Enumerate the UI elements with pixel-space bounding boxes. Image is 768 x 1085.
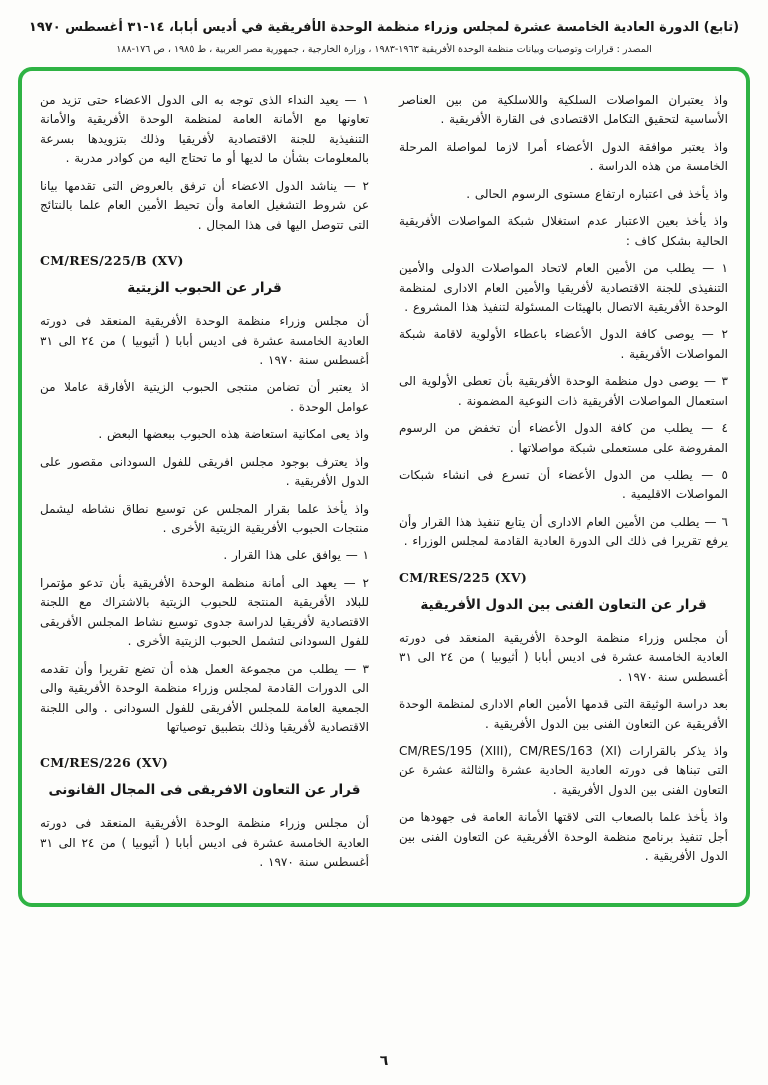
green-border-frame: [18, 67, 750, 907]
column-left: [40, 91, 369, 881]
numbered-clause: ٣ — يطلب من مجموعة العمل هذه أن تضع تقريرا وأن تقدمه الى الدورات القادمة لمجلس وزراء منظمة الوحدة الأفريقية والى الجمعية العامة للمجلس الأفريقى للفول السودانى . والى اللجنة الاقتصادية لأفريقيا وذلك بتطبيق توصياتها: [40, 661, 369, 734]
paragraph: واذ يعى امكانية استعاضة هذه الحبوب ببعضها البعض .: [98, 427, 369, 442]
paragraph: أن مجلس وزراء منظمة الوحدة الأفريقية المنعقد فى دورته العادية الخامسة عشرة فى اديس أبابا ( أثيوبيا ) من ٢٤ الى ٣١ أغسطس سنة ١٩٧٠ .: [40, 816, 369, 870]
header-source-line: المصدر : قرارات وتوصيات وبيانات منظمة الوحدة الأفريقية ١٩٦٣-١٩٨٣ ، وزارة الخارجية ، جمهورية مصر العربية ، ط ١٩٨٥ ، ص ١٧٦-١٨٨: [116, 44, 652, 55]
column-right: [399, 91, 728, 881]
resolution-title: قرار عن التعاون الافريقى فى المجال القانونى: [48, 782, 361, 799]
paragraph: واذ يأخذ بعين الاعتبار عدم استغلال شبكة المواصلات الأفريقية الحالية بشكل كاف :: [399, 214, 728, 248]
resolution-ref: CM/RES/226 (XV): [40, 755, 169, 771]
numbered-clause: ٢ — يعهد الى أمانة منظمة الوحدة الأفريقية بأن تدعو مؤتمرا للبلاد الأفريقية المنتجة للحبوب الزيتية بالاشتراك مع اللجنة الاقتصادية لأفريقيا لدراسة جدوى توسيع نشاط المجلس الأفريقى للفول السودانى لتشمل الحبوب الزيتية الأخرى .: [40, 575, 369, 649]
numbered-clause: ٢ — يناشد الدول الاعضاء أن ترفق بالعروض التى تقدمها بيانا عن شروط التشغيل العامة وأن تحيط الأمين العام علما بالنتائج التى تتوصل اليها فى هذا المجال .: [40, 178, 369, 232]
paragraph: أن مجلس وزراء منظمة الوحدة الأفريقية المنعقد فى دورته العادية الخامسة عشرة فى اديس أبابا ( أثيوبيا ) من ٢٤ الى ٣١ أغسطس سنة ١٩٧٠ .: [399, 630, 728, 684]
header-session-title: (تابع) الدورة العادية الخامسة عشرة لمجلس وزراء منظمة الوحدة الأفريقية في أديس أبابا، ١٤-٣١ أغسطس ١٩٧٠: [28, 20, 740, 35]
paragraph: واذ يذكر بالقرارات CM/RES/195 (XIII), CM/RES/163 (XI) التى تبناها فى دورته العادية الحادية عشرة والثالثة عشرة عن التعاون الفنى بين الدول الأفريقية .: [399, 743, 728, 797]
resolution-ref: CM/RES/225/B (XV): [40, 253, 184, 269]
document-header: [18, 20, 750, 67]
two-column-text-area: [40, 91, 728, 881]
numbered-clause: ١ — يوافق على هذا القرار .: [223, 548, 369, 563]
numbered-clause: ٣ — يوصى دول منظمة الوحدة الأفريقية بأن تعطى الأولوية الى استعمال المواصلات الأفريقية ذات النوعية المضمونة .: [399, 374, 728, 408]
paragraph: اذ يعتبر أن تضامن منتجى الحبوب الزيتية الأفارقة عاملا من عوامل الوحدة .: [40, 380, 369, 414]
paragraph: واذ يأخذ علما بالصعاب التى لاقتها الأمانة العامة فى جهودها من أجل تنفيذ برنامج منظمة الوحدة الأفريقية عن التعاون الفنى بين الدول الأفريقية .: [399, 810, 728, 864]
numbered-clause: ٢ — يوصى كافة الدول الأعضاء باعطاء الأولوية لاقامة شبكة المواصلات الأفريقية .: [399, 327, 728, 361]
page-number: ٦: [379, 1053, 389, 1069]
document-footer: [18, 1038, 750, 1075]
paragraph: واذ يعتبر موافقة الدول الأعضاء أمرا لازما لمواصلة المرحلة الخامسة من هذه الدراسة .: [399, 139, 728, 174]
paragraph: واذ يعتبران المواصلات السلكية واللاسلكية من بين العناصر الأساسية لتحقيق التكامل الاقتصادى فى القارة الأفريقية .: [399, 93, 728, 127]
paragraph: أن مجلس وزراء منظمة الوحدة الأفريقية المنعقد فى دورته العادية الخامسة عشرة فى اديس أبابا ( أثيوبيا ) من ٢٤ الى ٣١ أغسطس سنة ١٩٧٠ .: [40, 314, 369, 367]
numbered-clause: ٤ — يطلب من كافة الدول الأعضاء أن تخفض من الرسوم المفروضة على مستعملى شبكة مواصلاتها .: [399, 421, 728, 455]
paragraph: بعد دراسة الوثيقة التى قدمها الأمين العام الادارى لمنظمة الوحدة الأفريقية عن التعاون الفنى بين الدول الأفريقية .: [399, 697, 728, 731]
resolution-title: قرار عن التعاون الفنى بين الدول الأفريقية: [420, 596, 707, 613]
numbered-clause: ١ — يطلب من الأمين العام لاتحاد المواصلات الدولى والأمين التنفيذى للجنة الاقتصادية لأفريقيا والأمين العام الادارى لمنظمة الوحدة الأفريقية الاتصال بالهيئات المسئولة لتنفيذ هذا المشروع .: [399, 261, 728, 314]
numbered-clause: ٥ — يطلب من الدول الأعضاء أن تسرع فى انشاء شبكات المواصلات الاقليمية .: [399, 468, 728, 502]
numbered-clause: ١ — يعيد النداء الذى توجه به الى الدول الاعضاء حتى تزيد من تعاونها مع الأمانة العامة لمنظمة الوحدة الأفريقية والأمانة التنفيذية للجنة الاقتصادية لأفريقيا وذلك بتزويدها بسرعة بالمعلومات بشأن ما لديها أو ما تحتاج اليه من كوادر مدربة .: [40, 93, 369, 166]
resolution-title: قرار عن الحبوب الزيتية: [127, 280, 282, 297]
numbered-clause: ٦ — يطلب من الأمين العام الادارى أن يتابع تنفيذ هذا القرار وأن يرفع تقريرا فى ذلك الى الدورة العادية القادمة لمجلس الوزراء .: [399, 514, 728, 549]
paragraph: واذ يأخذ فى اعتباره ارتفاع مستوى الرسوم الحالى .: [466, 186, 728, 201]
paragraph: واذ يأخذ علما بقرار المجلس عن توسيع نطاق نشاطه ليشمل منتجات الحبوب الأفريقية الزيتية الأخرى .: [40, 501, 369, 535]
resolution-ref: CM/RES/225 (XV): [399, 569, 528, 585]
paragraph: واذ يعترف بوجود مجلس افريقى للفول السودانى مقصور على الدول الأفريقية .: [40, 454, 369, 489]
